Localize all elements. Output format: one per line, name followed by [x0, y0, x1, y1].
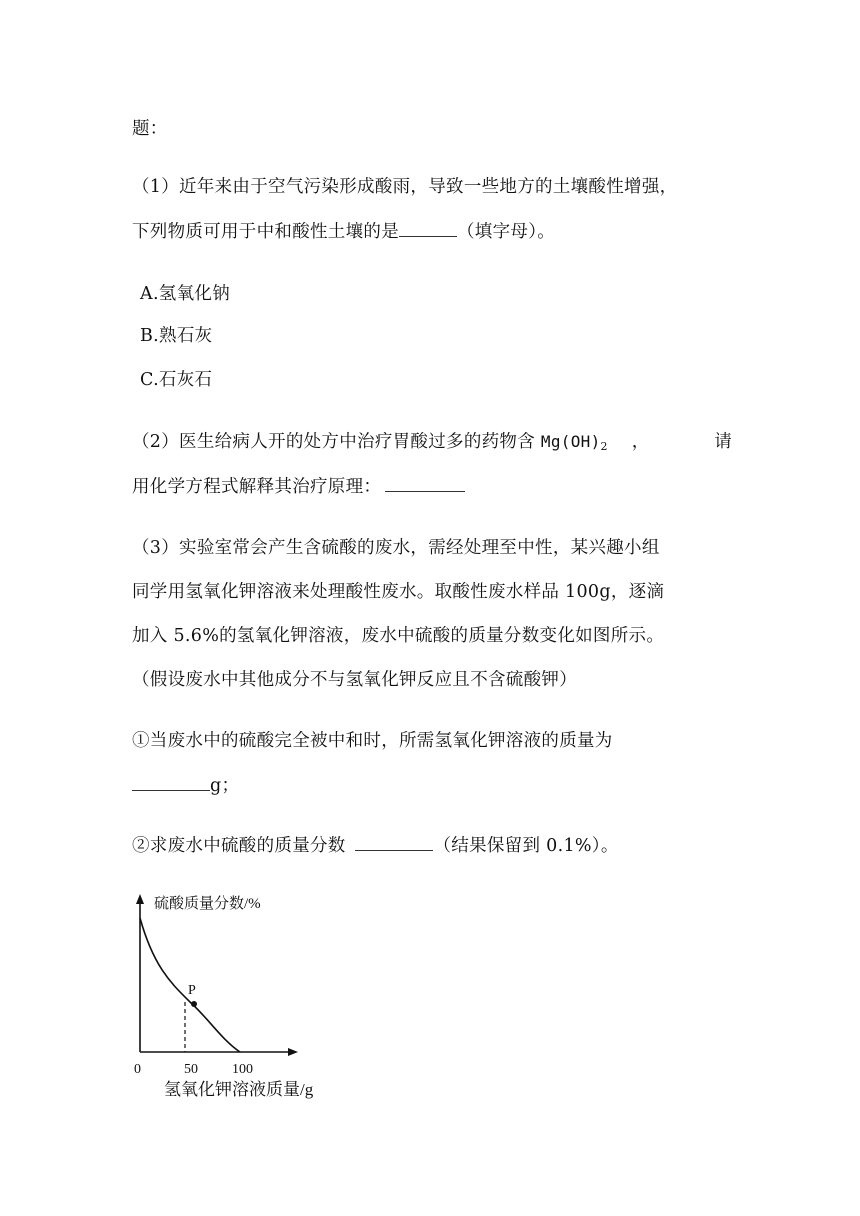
q2-comma: ，	[631, 432, 650, 452]
q3-sub1-line1: ①当废水中的硫酸完全被中和时，所需氢氧化钾溶液的质量为	[132, 731, 613, 751]
x-axis-arrow	[288, 1048, 298, 1056]
x-tick-50: 50	[184, 1062, 198, 1077]
y-axis-arrow	[136, 894, 144, 904]
x-tick-100: 100	[232, 1062, 253, 1077]
y-axis-label: 硫酸质量分数/%	[154, 896, 261, 912]
q3-sub1-unit: g；	[210, 776, 240, 796]
q2-formula: Mg(OH)	[540, 432, 601, 451]
q2-line2	[132, 476, 732, 498]
q3-line2: 同学用氢氧化钾溶液来处理酸性废水。取酸性废水样品 100g，逐滴	[132, 582, 665, 602]
q3-sub1-answer-blank[interactable]	[132, 776, 210, 791]
x-axis-label: 氢氧化钾溶液质量/g	[164, 1080, 314, 1099]
q2-line1	[132, 431, 732, 458]
q1-line1: （1）近年来由于空气污染形成酸雨，导致一些地方的土壤酸性增强，	[132, 177, 678, 197]
point-p-label: P	[188, 983, 196, 998]
q2-line1-text: （2）医生给病人开的处方中治疗胃酸过多的药物含	[132, 432, 536, 452]
x-tick-0: 0	[134, 1062, 141, 1077]
q1-line2-text: 下列物质可用于中和酸性土壤的是	[132, 222, 399, 242]
point-p	[191, 1001, 197, 1007]
q1-option-c: C.石灰石	[140, 370, 213, 390]
intro-tail: 题：	[132, 119, 168, 139]
q2-line2-text: 用化学方程式解释其治疗原理：	[132, 477, 382, 497]
q3-line3: 加入 5.6%的氢氧化钾溶液，废水中硫酸的质量分数变化如图所示。	[132, 626, 665, 646]
q2-line1-end: 请	[714, 432, 732, 452]
q2-formula-subscript: 2	[600, 440, 608, 453]
q3-sub2-line	[132, 835, 732, 857]
q1-option-a: A.氢氧化钠	[140, 284, 231, 304]
q3-sub2-answer-blank[interactable]	[355, 836, 433, 851]
q3-line4: （假设废水中其他成分不与氢氧化钾反应且不含硫酸钾）	[132, 670, 577, 690]
q1-line2	[132, 221, 732, 243]
q1-answer-blank[interactable]	[399, 222, 457, 237]
q3-sub1-line2	[132, 775, 732, 797]
q3-line1: （3）实验室常会产生含硫酸的废水，需经处理至中性，某兴趣小组	[132, 538, 660, 558]
q2-answer-blank[interactable]	[385, 477, 465, 492]
chart-figure	[118, 880, 338, 1110]
q1-line2-suffix: （填字母）。	[457, 222, 556, 242]
q1-option-b: B.熟石灰	[140, 326, 213, 346]
q3-sub2-suffix: （结果保留到 0.1%）。	[433, 836, 619, 856]
q3-sub2-text: ②求废水中硫酸的质量分数	[132, 836, 346, 856]
